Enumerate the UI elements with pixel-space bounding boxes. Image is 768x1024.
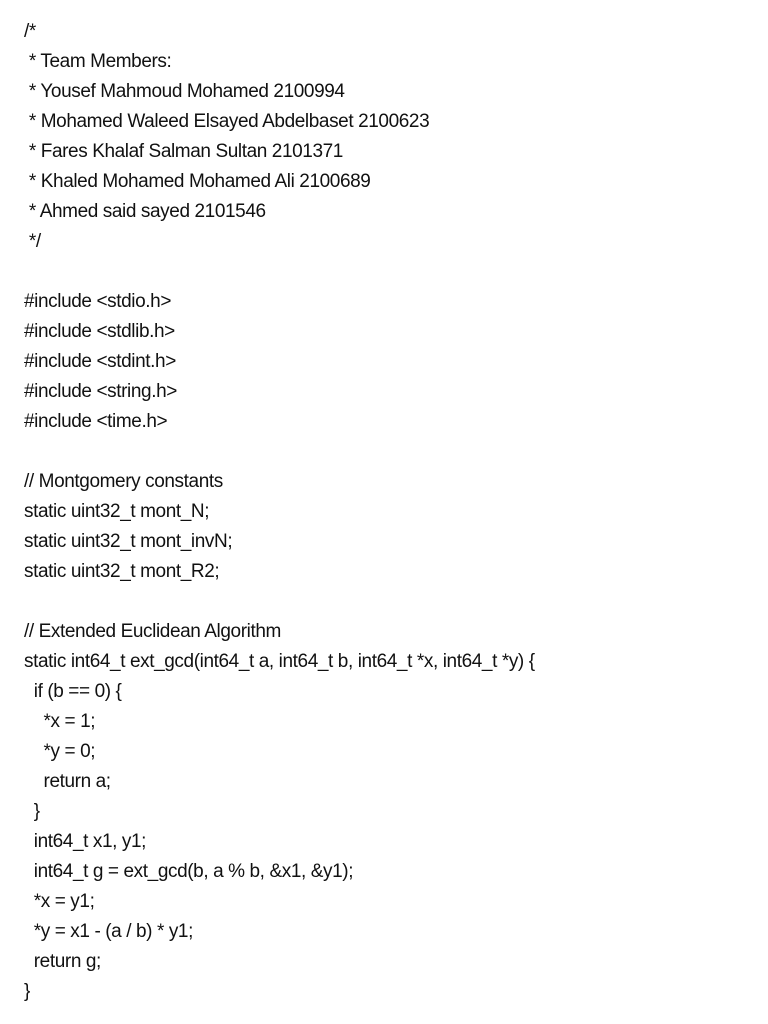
function-signature-line: static int64_t ext_gcd(int64_t a, int64_t b, int64_t *x, int64_t *y) { [24,651,535,672]
code-line: *x = 1; [24,711,96,732]
include-line: #include <string.h> [24,381,177,402]
team-members-heading-line: * Team Members: [24,51,172,72]
blank-line [24,587,535,617]
include-line: #include <stdio.h> [24,291,172,312]
team-member-line: * Fares Khalaf Salman Sultan 2101371 [24,141,343,162]
code-line: int64_t x1, y1; [24,831,147,852]
comment-open-line: /* [24,21,36,42]
include-line: #include <stdlib.h> [24,321,175,342]
code-line: return a; [24,771,111,792]
blank-line [24,437,535,467]
code-line: return g; [24,951,101,972]
include-line: #include <stdint.h> [24,351,176,372]
code-listing [24,17,535,1007]
code-line: int64_t g = ext_gcd(b, a % b, &x1, &y1); [24,861,354,882]
code-line: *y = x1 - (a / b) * y1; [24,921,193,942]
team-member-line: * Ahmed said sayed 2101546 [24,201,266,222]
comment-close-line: */ [24,231,41,252]
blank-line [24,257,535,287]
team-member-line: * Mohamed Waleed Elsayed Abdelbaset 2100623 [24,111,430,132]
code-line: if (b == 0) { [24,681,122,702]
team-member-line: * Yousef Mahmoud Mohamed 2100994 [24,81,345,102]
declaration-line: static uint32_t mont_R2; [24,561,220,582]
comment-line: // Extended Euclidean Algorithm [24,621,281,642]
declaration-line: static uint32_t mont_invN; [24,531,233,552]
comment-line: // Montgomery constants [24,471,223,492]
code-line: } [24,981,30,1002]
team-member-line: * Khaled Mohamed Mohamed Ali 2100689 [24,171,371,192]
declaration-line: static uint32_t mont_N; [24,501,210,522]
code-line: *x = y1; [24,891,95,912]
code-line: *y = 0; [24,741,96,762]
code-line: } [24,801,40,822]
include-line: #include <time.h> [24,411,168,432]
